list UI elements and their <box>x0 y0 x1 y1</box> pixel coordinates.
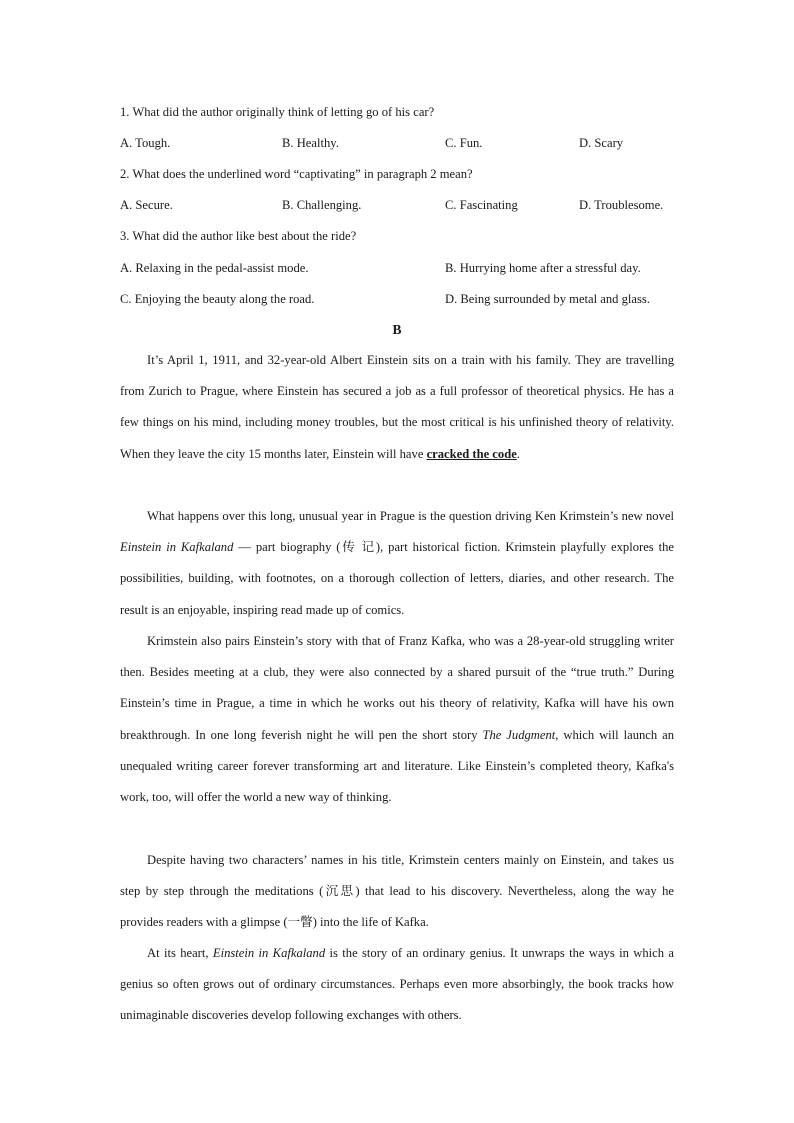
book-title-einstein-in-kafkaland: Einstein in Kafkaland <box>120 540 234 555</box>
question-3-option-d: D. Being surrounded by metal and glass. <box>445 292 650 306</box>
question-3-option-c: C. Enjoying the beauty along the road. <box>120 292 315 306</box>
passage-paragraph-4 <box>120 845 674 939</box>
paragraph-2-text-a: What happens over this long, unusual year in Prague is the question driving Ken Krimstein’s new novel <box>147 509 674 523</box>
paragraph-3-text-b: , which will launch an unequaled writing career forever transforming art and literature. Like Einstein’s completed theory, Kafka's work, too, will offer the world a new way of thinking. <box>120 727 675 805</box>
passage-paragraph-2 <box>120 501 674 626</box>
paragraph-3-text-a: Krimstein also pairs Einstein’s story with that of Franz Kafka, who was a 28-year-old struggling writer then. Besides meeting at a club, they were also connected by a shared pursuit of the “true truth.” During Einstein’s time in Prague, a time in which he works out his theory of relativity, Kafka will have his own breakthrough. In one long feverish night he will pen the short story <box>120 634 674 742</box>
passage-paragraph-5 <box>120 938 674 1032</box>
question-2-option-c: C. Fascinating <box>445 198 518 212</box>
question-1-option-b: B. Healthy. <box>282 136 339 150</box>
question-3-option-b: B. Hurrying home after a stressful day. <box>445 261 641 275</box>
question-3-option-a: A. Relaxing in the pedal-assist mode. <box>120 261 309 275</box>
story-title-the-judgment: The Judgment <box>482 727 556 742</box>
paragraph-2-text-b: — part biography (传 记), part historical fiction. Krimstein playfully explores the possibilities, building, with footnotes, on a thorough collection of letters, diaries, and other research. The result is an enjoyable, inspiring read made up of comics. <box>120 540 675 617</box>
question-1-option-c: C. Fun. <box>445 136 483 150</box>
book-title-einstein-in-kafkaland-2: Einstein in Kafkaland <box>212 946 326 960</box>
question-1-option-d: D. Scary <box>579 136 624 150</box>
paragraph-1-end: . <box>516 446 520 461</box>
question-3-stem: 3. What did the author like best about the ride? <box>120 229 357 243</box>
passage-paragraph-3 <box>120 626 674 813</box>
question-1-option-a: A. Tough. <box>120 136 171 150</box>
section-b-heading: B <box>392 322 402 337</box>
question-2-option-d: D. Troublesome. <box>579 198 664 212</box>
passage-paragraph-1 <box>120 345 674 470</box>
question-2-option-a: A. Secure. <box>120 198 173 212</box>
paragraph-4-text: Despite having two characters’ names in his title, Krimstein centers mainly on Einstein, and takes us step by step through the meditations (沉思) that lead to his discovery. Nevertheless, along the way he provides readers with a glimpse (一瞥) into the life of Kafka. <box>120 853 674 930</box>
question-2-option-b: B. Challenging. <box>282 198 362 212</box>
paragraph-5-text-b: is the story of an ordinary genius. It unwraps the ways in which a genius so often grows out of ordinary circumstances. Perhaps even more absorbingly, the book tracks how unimaginable discoveries develop following exchanges with others. <box>120 946 674 1023</box>
question-1-stem: 1. What did the author originally think of letting go of his car? <box>120 105 435 119</box>
paragraph-5-text-a: At its heart, <box>147 946 213 960</box>
paragraph-1-text: It’s April 1, 1911, and 32-year-old Albert Einstein sits on a train with his family. They are travelling from Zurich to Prague, where Einstein has secured a job as a full professor of theoretical physics. He has a few things on his mind, including money troubles, but the most critical is his unfinished theory of relativity. When they leave the city 15 months later, Einstein will have <box>120 353 674 461</box>
question-2-stem: 2. What does the underlined word “captivating” in paragraph 2 mean? <box>120 167 473 181</box>
underlined-phrase-cracked-the-code: cracked the code <box>426 446 517 461</box>
